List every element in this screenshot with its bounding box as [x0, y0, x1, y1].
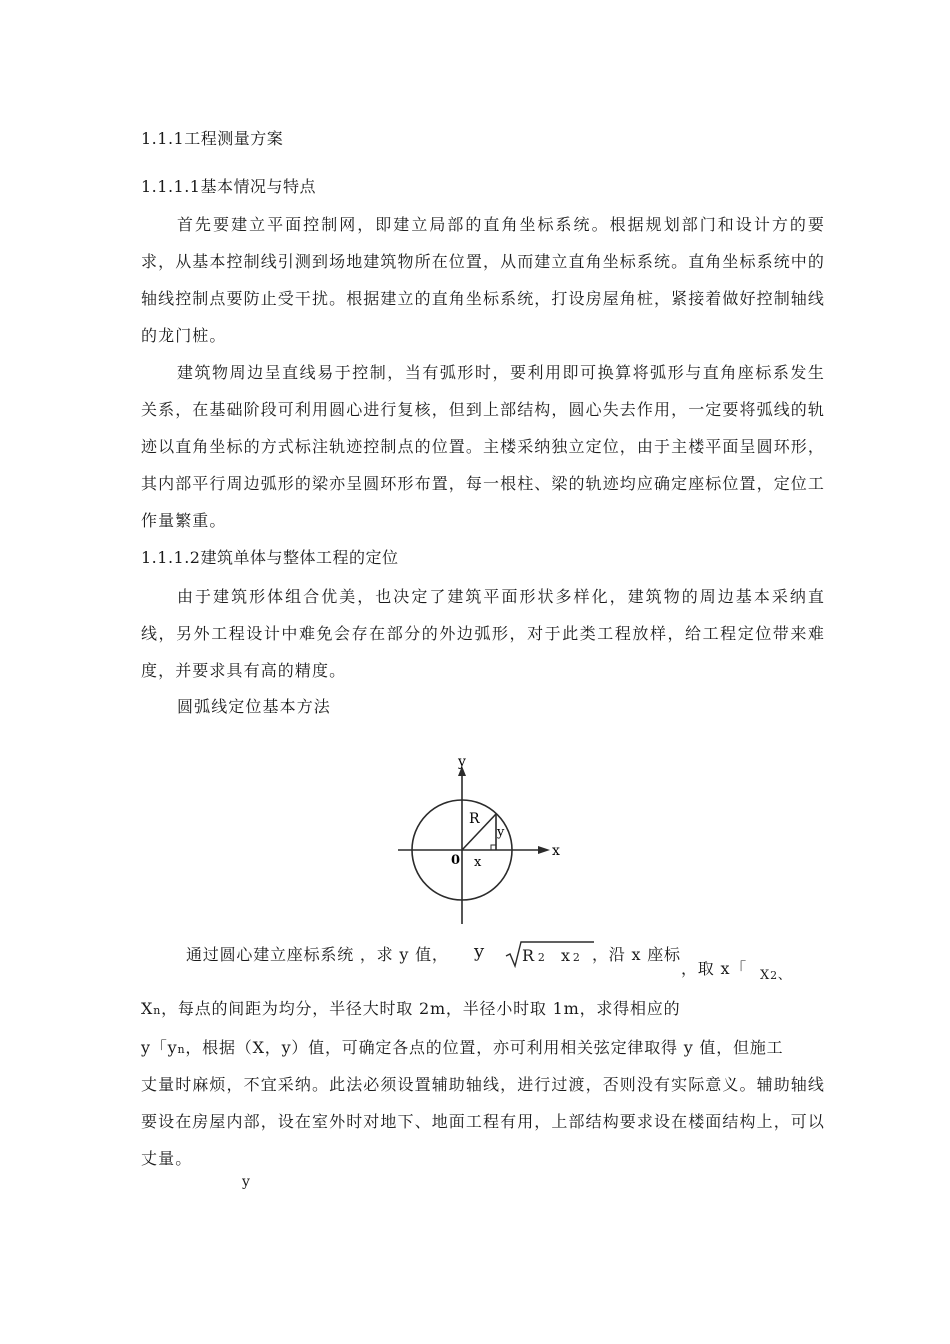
x-segment-label: x	[474, 855, 482, 870]
formula-r-term	[522, 946, 546, 968]
paragraph-building-shape: 由于建筑形体组合优美，也决定了建筑平面形状多样化，建筑物的周边基本采纳直线，另外工程设计中难免会存在部分的外边弧形，对于此类工程放样，给工程定位带来难度，并要求具有高的精度。	[141, 587, 825, 680]
square-root-icon	[504, 940, 596, 968]
formula-x-term	[561, 946, 581, 968]
xn-subscript: n	[153, 1004, 162, 1017]
paragraph-control-network: 首先要建立平面控制网，即建立局部的直角坐标系统。根据规划部门和设计方的要求，从基本控制线引测到场地建筑物所在位置，从而建立直角坐标系统。直角坐标系统中的轴线控制点要防止受干扰。根据建立的直角坐标系统，打设房屋角桩，紧接着做好控制轴线的龙门桩。	[141, 215, 826, 345]
paragraph-arc-positioning: 建筑物周边呈直线易于控制，当有弧形时，要利用即可换算将弧形与直角座标系发生关系，在基础阶段可利用圆心进行复核，但到上部结构，圆心失去作用，一定要将弧线的轨迹以直角坐标的方式标注轨迹控制点的位置。主楼采纳独立定位，由于主楼平面呈圆环形，其内部平行周边弧形的梁亦呈圆环形布置，每一根柱、梁的轨迹均应确定座标位置，定位工作量繁重。	[141, 363, 826, 530]
section-heading-1-1-1: 1.1.1工程测量方案	[141, 129, 284, 148]
section-heading-1-1-1-1: 1.1.1.1基本情况与特点	[141, 177, 316, 196]
formula-intro-text: 通过圆心建立座标系统 ，求 y 值，	[186, 945, 449, 964]
xn-symbol: X	[141, 999, 154, 1018]
formula-r-symbol: R	[522, 946, 535, 965]
formula-enum-mark: 、	[777, 968, 792, 983]
formula-x2-symbol: X	[760, 968, 771, 983]
spacing-text: ，每点的间距为均分，半径大时取 2m，半径小时取 1m，求得相应的	[161, 999, 681, 1018]
yn-symbol: y「y	[141, 1038, 178, 1057]
formula-take-x-text: ，取 x「	[681, 959, 748, 978]
x-axis-label: x	[552, 843, 560, 859]
formula-x2-term	[760, 966, 792, 986]
y-axis-label: y	[458, 754, 466, 770]
radius-label: R	[469, 811, 480, 827]
paragraph-auxiliary-axis: 丈量时麻烦，不宜采纳。此法必须设置辅助轴线，进行过渡，否则没有实际意义。辅助轴线要设在房屋内部，设在室外时对地下、地面工程有用，上部结构要求设在楼面结构上，可以丈量。	[141, 1075, 826, 1168]
chord-law-line	[141, 1038, 783, 1060]
origin-label: 0	[451, 853, 461, 868]
circle-coordinate-diagram	[380, 748, 580, 928]
values-description-line	[141, 999, 680, 1021]
yn-subscript: n	[177, 1043, 186, 1056]
formula-x2-subscript: 2	[770, 969, 778, 982]
x-axis-arrow-icon	[538, 846, 550, 854]
formula-x-exponent: 2	[572, 951, 581, 964]
trailing-y-label: y	[242, 1174, 251, 1190]
chord-law-text: ，根据（X，y）值，可确定各点的位置，亦可利用相关弦定律取得 y 值，但施工	[185, 1038, 784, 1057]
formula-r-exponent: 2	[537, 951, 546, 964]
y-segment-label: y	[497, 825, 505, 840]
section-heading-1-1-1-2: 1.1.1.2建筑单体与整体工程的定位	[141, 548, 399, 567]
paragraph-arc-method-title: 圆弧线定位基本方法	[177, 697, 331, 716]
formula-x-symbol: x	[561, 946, 571, 965]
formula-y-symbol: y	[474, 941, 485, 962]
formula-along-x-text: ，沿 x 座标	[592, 945, 681, 964]
